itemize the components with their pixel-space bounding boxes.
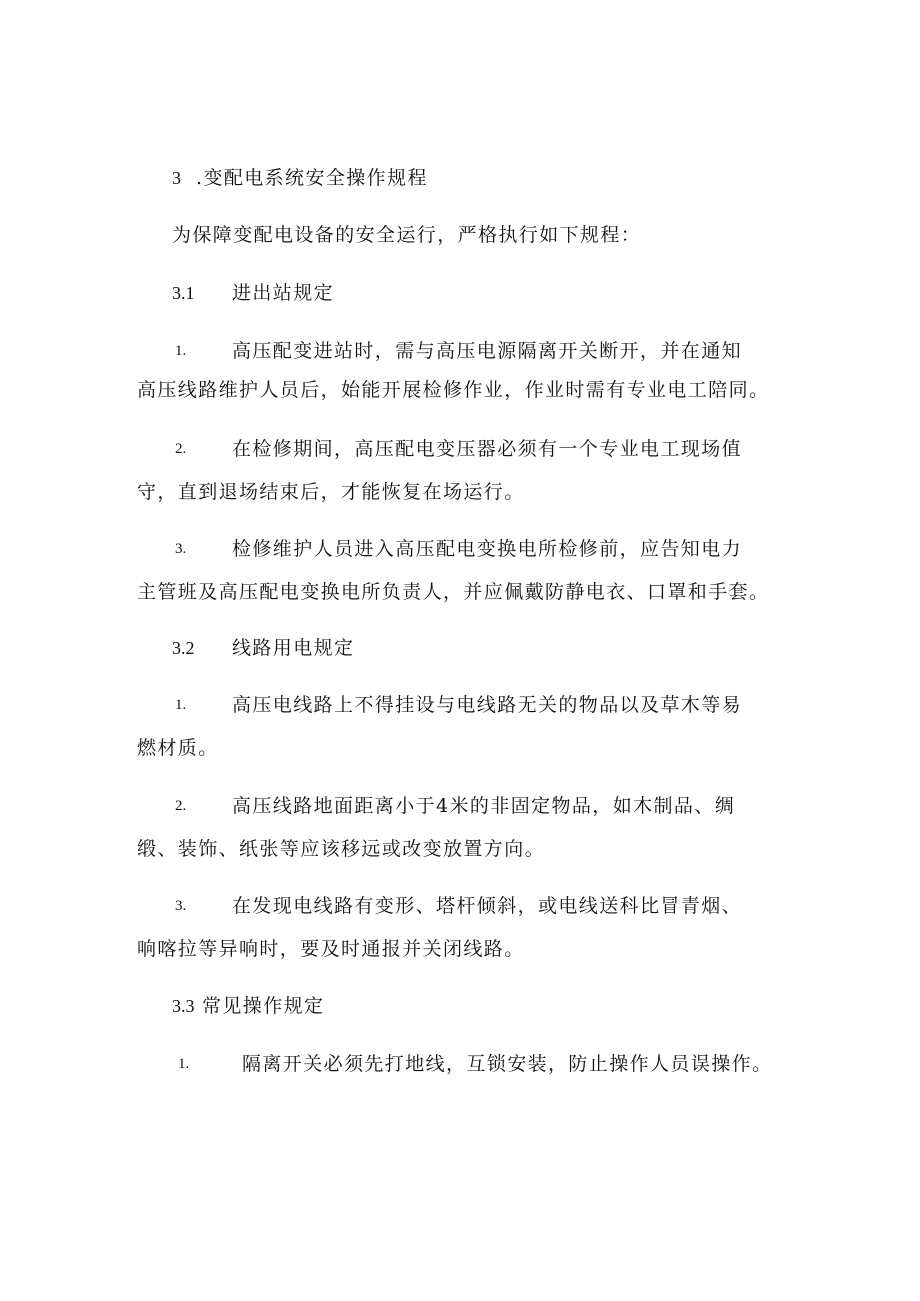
list-item-line: 响喀拉等异响时，要及时通报并关闭线路。	[137, 938, 525, 960]
list-item-number: 3.	[175, 898, 187, 914]
section-number: 3.1	[172, 283, 195, 303]
section-number: 3.2	[172, 638, 195, 658]
section-number: 3.3	[172, 996, 195, 1016]
list-item-line: 燃材质。	[137, 737, 219, 759]
section-title: 常见操作规定	[202, 995, 325, 1017]
list-item-number: 1.	[175, 697, 187, 713]
list-item-line: 检修维护人员进入高压配电变换电所检修前，应告知电力	[232, 538, 743, 560]
section-title: 进出站规定	[232, 282, 335, 304]
list-item-line: 主管班及高压配电变换电所负责人，并应佩戴防静电衣、口罩和手套。	[137, 581, 770, 603]
list-item-number: 1.	[178, 1056, 190, 1072]
list-item-number: 3.	[175, 541, 187, 557]
list-item-line: 隔离开关必须先打地线，互锁安装，防止操作人员误操作。	[242, 1053, 773, 1075]
list-item-line: 缎、装饰、纸张等应该移远或改变放置方向。	[137, 838, 546, 860]
heading-title: .变配电系统安全操作规程	[196, 167, 428, 189]
list-item-number: 2.	[175, 441, 187, 457]
list-item-line: 守，直到退场结束后，才能恢复在场运行。	[137, 481, 525, 503]
list-item-number: 2.	[175, 798, 187, 814]
list-item-line: 高压电线路上不得挂设与电线路无关的物品以及草木等易	[232, 694, 743, 716]
section-title: 线路用电规定	[232, 637, 355, 659]
list-item-line: 在检修期间，高压配电变压器必须有一个专业电工现场值	[232, 438, 743, 460]
intro-paragraph: 为保障变配电设备的安全运行，严格执行如下规程：	[172, 224, 642, 246]
list-item-line: 在发现电线路有变形、塔杆倾斜，或电线送科比冒青烟、	[232, 895, 743, 917]
heading-number: 3	[172, 168, 181, 188]
list-item-line: 高压线路维护人员后，始能开展检修作业，作业时需有专业电工陪同。	[137, 379, 770, 401]
list-item-line: 高压配变进站时，需与高压电源隔离开关断开，并在通知	[232, 340, 743, 362]
list-item-line: 高压线路地面距离小于4米的非固定物品，如木制品、绸	[232, 795, 736, 817]
list-item-number: 1.	[175, 343, 187, 359]
